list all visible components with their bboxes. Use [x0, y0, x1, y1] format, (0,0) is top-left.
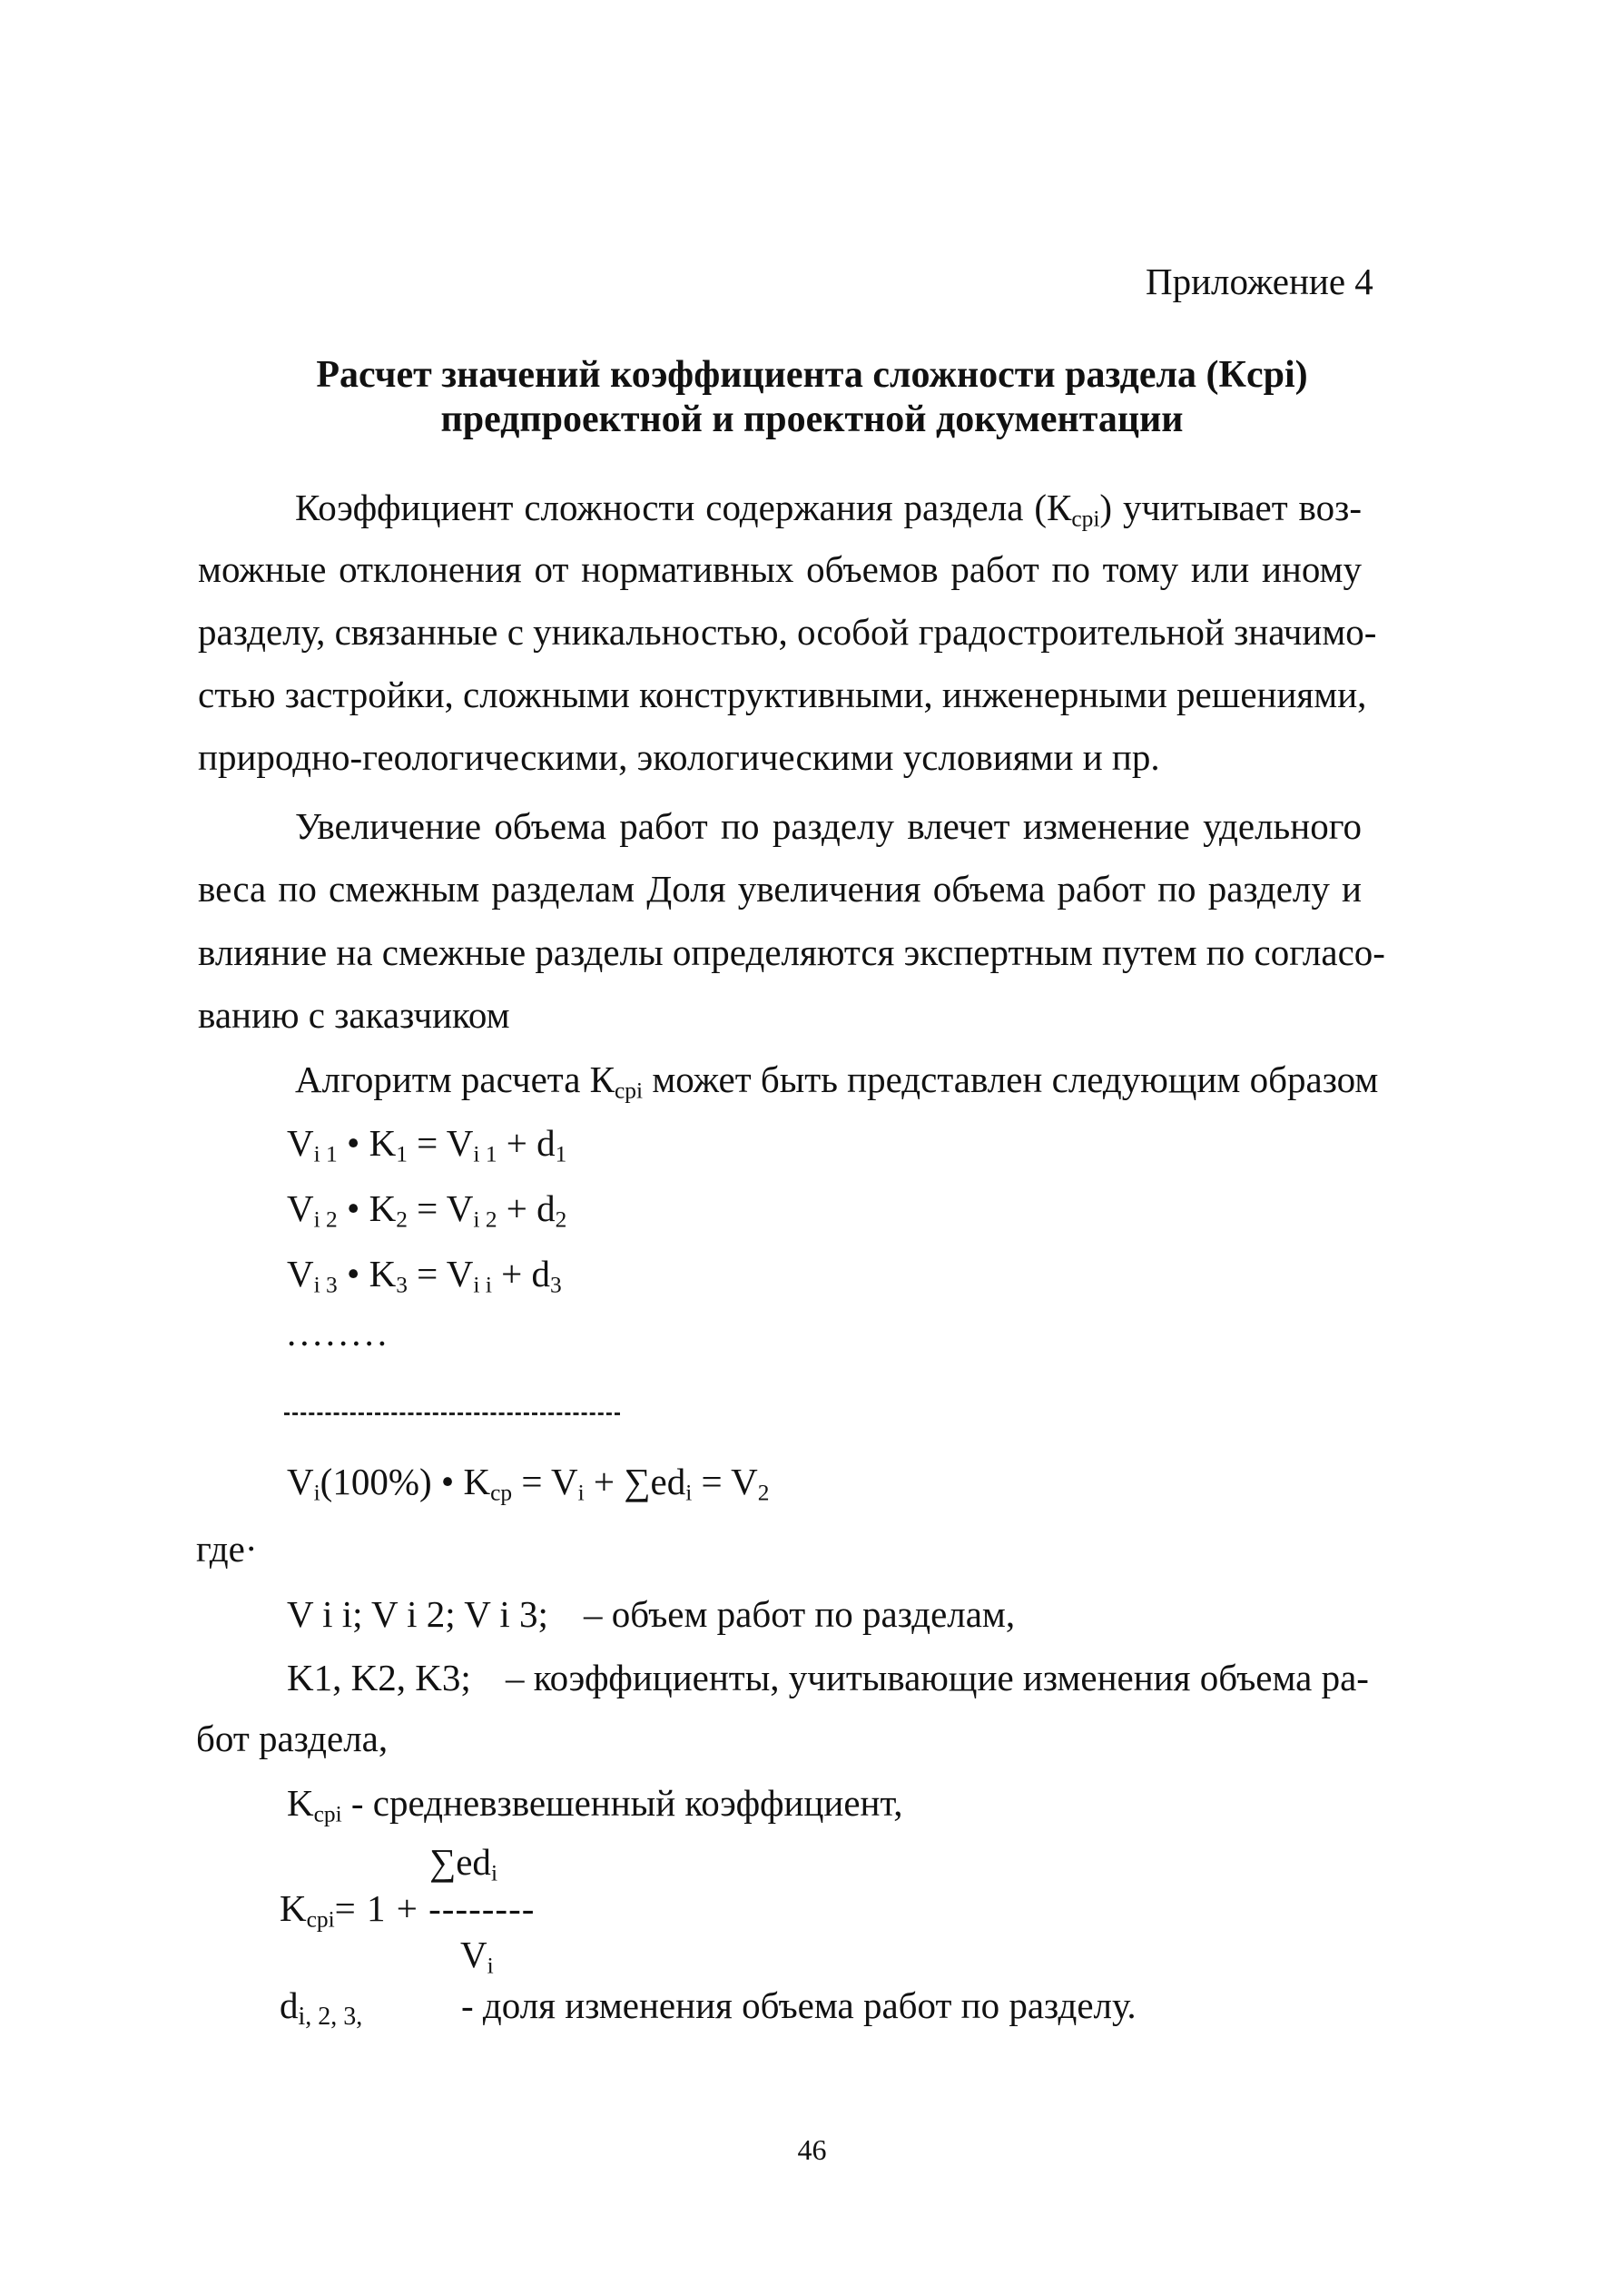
def-coeffs-desc-cont: бот раздела,: [196, 1718, 389, 1759]
def-kcp-desc: - средневзвешенный коэффициент,: [341, 1782, 903, 1824]
sum-eq2: = V: [692, 1461, 758, 1502]
frac-num-sub: i: [490, 1860, 497, 1886]
formula-d-sub: 1: [555, 1141, 567, 1167]
sum-eq1: = V: [512, 1461, 578, 1502]
formula-rhs-v-sub: i 1: [473, 1141, 497, 1167]
frac-den-sub: i: [487, 1953, 494, 1979]
formula-v-sub: i 2: [313, 1206, 338, 1233]
sum-plus-sub: i: [685, 1480, 693, 1506]
formula-v: V: [287, 1187, 314, 1229]
algorithm-intro-sub: cpi: [615, 1078, 644, 1104]
def-volumes-desc: – объем работ по разделам,: [584, 1593, 1016, 1635]
frac-lhs-sub: cpi: [306, 1906, 335, 1933]
p1-line1-sub: cpi: [1071, 506, 1100, 532]
plus-sign: +: [506, 1122, 527, 1164]
paragraph2-line3: влияние на смежные разделы определяются экспертным путем по согласо-: [198, 931, 1385, 973]
equals-sign: =: [417, 1187, 438, 1229]
formula-d-sub: 2: [555, 1206, 567, 1233]
frac-lhs-var: K: [280, 1887, 307, 1929]
bullet-operator: •: [346, 1122, 360, 1164]
document-title-line2: предпроектной и проектной документации: [440, 399, 1184, 440]
fraction-numerator: [429, 1841, 497, 1886]
formula-line-1: [287, 1122, 567, 1167]
def-coeffs-vars: K1, K2, K3;: [287, 1657, 471, 1698]
def-volumes-vars: V i i; V i 2; V i 3;: [287, 1593, 548, 1635]
sum-eq2-sub: 2: [757, 1480, 770, 1506]
formula-line-3: [287, 1253, 562, 1298]
fraction-denominator: [460, 1934, 494, 1979]
sum-pct: (100%): [320, 1461, 432, 1502]
sum-formula: [287, 1461, 770, 1506]
formula-v-sub: i 1: [313, 1141, 338, 1167]
paragraph2-line2: веса по смежным разделам Доля увеличения объема работ по разделу и: [198, 868, 1362, 910]
frac-eq: = 1 + --------: [334, 1887, 536, 1929]
formula-rhs-v-sub: i i: [473, 1272, 492, 1298]
formula-k: K: [369, 1187, 397, 1229]
sum-v-sub: i: [313, 1480, 320, 1506]
def-kcp-sub: cpi: [313, 1801, 342, 1827]
sum-v: V: [287, 1461, 314, 1502]
algorithm-intro-post: может быть представлен следующим образом: [643, 1058, 1379, 1100]
formula-k-sub: 1: [396, 1141, 408, 1167]
def-kcp-var: K: [287, 1782, 314, 1824]
paragraph1-line3: разделу, связанные с уникальностью, особой градостроительной значимо-: [198, 611, 1377, 653]
paragraph1-line2: можные отклонения от нормативных объемов работ по тому или иному: [198, 548, 1362, 590]
formula-v-sub: i 3: [313, 1272, 338, 1298]
where-label: где·: [196, 1528, 258, 1570]
formula-d-sub: 3: [550, 1272, 562, 1298]
bullet-operator: •: [440, 1461, 455, 1502]
def-kcp: [287, 1782, 903, 1827]
def-coeffs-desc: – коэффициенты, учитывающие изменения объема ра-: [506, 1657, 1369, 1698]
p1-line1-text-b: ) учитывает воз-: [1099, 487, 1362, 528]
def-d-var: d: [280, 1984, 299, 2026]
algorithm-intro: [295, 1058, 1379, 1104]
frac-num: ∑ed: [429, 1841, 491, 1883]
formula-d: d: [536, 1122, 556, 1164]
paragraph2-line4: ванию с заказчиком: [198, 994, 510, 1036]
def-d-desc: - доля изменения объема работ по разделу.: [461, 1984, 1137, 2026]
fraction-lhs: [280, 1887, 536, 1933]
formula-k: K: [369, 1253, 397, 1295]
formula-k-sub: 3: [396, 1272, 408, 1298]
def-d-sub: i, 2, 3,: [298, 2003, 363, 2031]
formula-k-sub: 2: [396, 1206, 408, 1233]
sum-plus: + ∑ed: [584, 1461, 686, 1502]
plus-sign: +: [506, 1187, 527, 1229]
formula-v: V: [287, 1253, 314, 1295]
sum-eq1-sub: i: [577, 1480, 585, 1506]
algorithm-intro-pre: Алгоритм расчета К: [295, 1058, 615, 1100]
equals-sign: =: [417, 1122, 438, 1164]
formula-k: K: [369, 1122, 397, 1164]
def-d: [280, 1984, 363, 2031]
summation-divider: [284, 1413, 620, 1415]
plus-sign: +: [501, 1253, 523, 1295]
paragraph1-line1: [295, 486, 1362, 532]
formula-line-2: [287, 1187, 567, 1233]
formula-rhs-v: V: [446, 1253, 474, 1295]
formula-d: d: [536, 1187, 556, 1229]
document-title-line1: Расчет значений коэффициента сложности раздела (Кcpi): [316, 354, 1308, 396]
paragraph1-line5: природно-геологическими, экологическими условиями и пр.: [198, 736, 1160, 778]
formula-d: d: [531, 1253, 551, 1295]
formula-rhs-v-sub: i 2: [473, 1206, 497, 1233]
frac-den: V: [460, 1934, 487, 1975]
bullet-operator: •: [346, 1187, 360, 1229]
p1-line1-text-a: Коэффициент сложности содержания раздела (К: [295, 487, 1072, 528]
paragraph1-line4: стью застройки, сложными конструктивными, инженерными решениями,: [198, 674, 1367, 715]
sum-k-sub: cp: [490, 1480, 513, 1506]
sum-k: K: [463, 1461, 491, 1502]
formula-v: V: [287, 1122, 314, 1164]
appendix-label: Приложение 4: [1146, 261, 1373, 302]
equals-sign: =: [417, 1253, 438, 1295]
formula-rhs-v: V: [446, 1122, 474, 1164]
formula-rhs-v: V: [446, 1187, 474, 1229]
page-number: 46: [797, 2133, 827, 2166]
paragraph2-line1: Увеличение объема работ по разделу влечет изменение удельного: [295, 805, 1362, 847]
ellipsis-row: ........: [287, 1312, 390, 1354]
bullet-operator: •: [346, 1253, 360, 1295]
